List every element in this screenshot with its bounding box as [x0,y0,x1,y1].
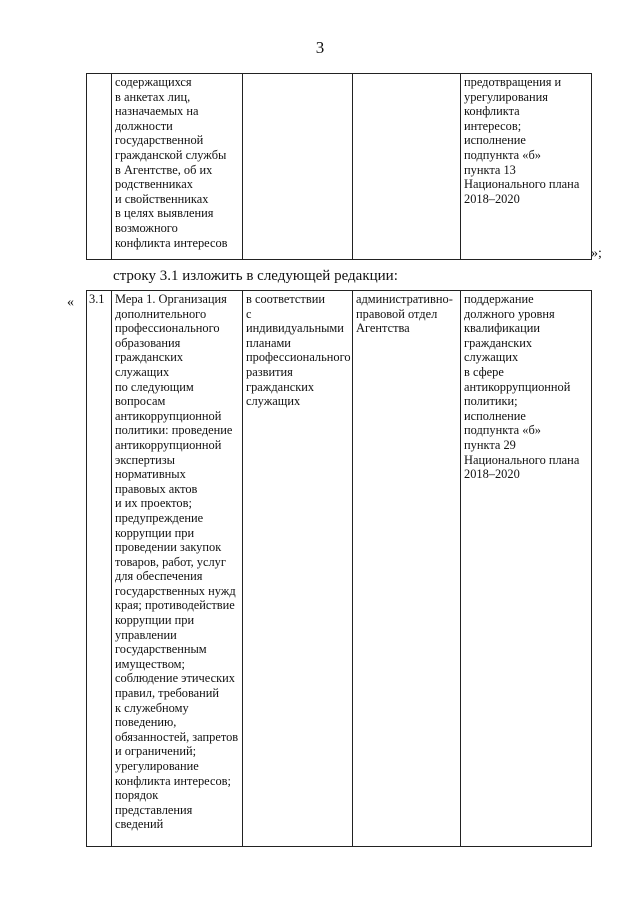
table-cell-result: поддержание должного уровня квалификации гражданских служащих в сфере антикоррупционной политики; исполнение подпункта «б» пункта 29 Национального плана 2018–2020 [461,291,592,847]
opening-quote: « [67,295,74,310]
table-row [87,291,592,847]
table-cell-measure: Мера 1. Организация дополнительного профессионального образования гражданских служащих по следующим вопросам антикоррупционной политики: проведение антикоррупционной экспертизы нормативных правовых актов и их проектов; предупреждение коррупции при проведении закупок товаров, работ, услуг для обеспечения государственных нужд края; противодействие коррупции при управлении государственным имуществом; соблюдение этических правил, требований к служебному поведению, обязанностей, запретов и ограничений; урегулирование конфликта интересов; порядок представления сведений [112,291,243,847]
table-cell-number [87,74,112,260]
table-cell-responsible [353,74,461,260]
table-row [87,74,592,260]
closing-quote: »; [591,246,602,261]
previous-row-table [86,73,592,260]
table-cell-deadline [243,74,353,260]
instruction-text: строку 3.1 изложить в следующей редакции: [113,268,398,284]
table-cell-measure: содержащихся в анкетах лиц, назначаемых на должности государственной гражданской службы в Агентстве, об их родственниках и свойственниках в целях выявления возможного конфликта интересов [112,74,243,260]
row-3-1-table [86,290,592,847]
table-cell-deadline: в соответствии с индивидуальными планами профессионального развития гражданских служащих [243,291,353,847]
page-number: 3 [315,38,325,57]
table-cell-result: предотвращения и урегулирования конфликта интересов; исполнение подпункта «б» пункта 13 Национального плана 2018–2020 [461,74,592,260]
table-cell-number: 3.1 [87,291,112,847]
table-cell-responsible: административно- правовой отдел Агентства [353,291,461,847]
